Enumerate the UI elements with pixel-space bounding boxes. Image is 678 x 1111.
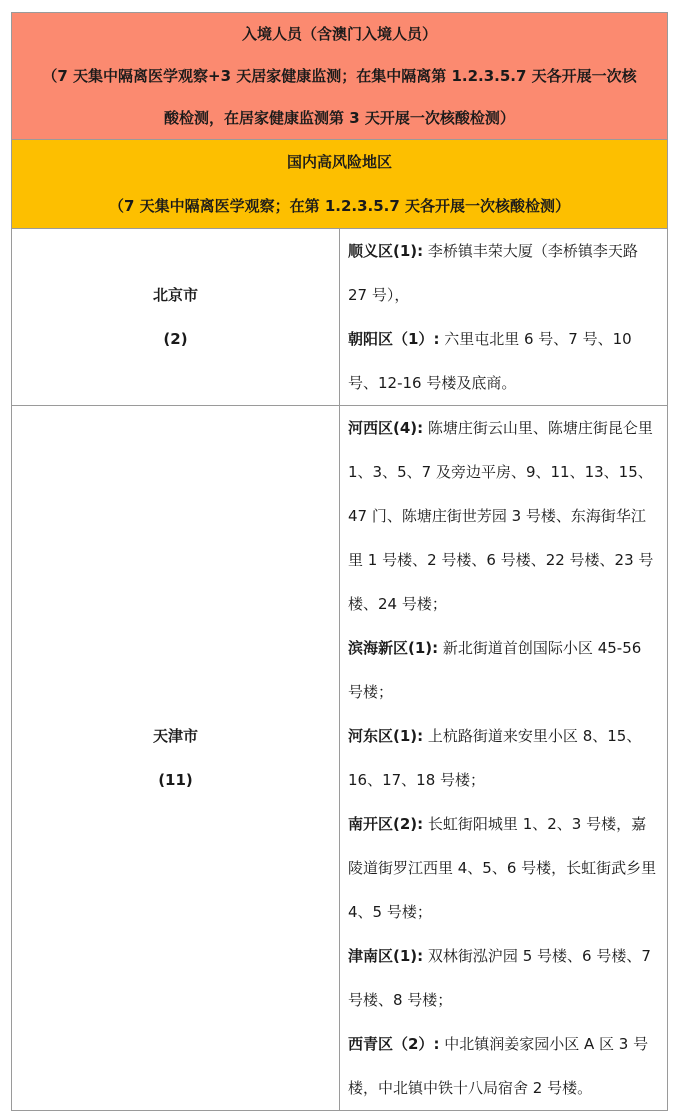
district-detail: 长虹街阳城里 1、2、3 号楼，嘉陵道街罗江西里 4、5、6 号楼，长虹街武乡里 4、5 号楼；: [348, 815, 657, 921]
district-detail: 中北镇润姜家园小区 A 区 3 号楼，中北镇中铁十八局宿舍 2 号楼。: [348, 1035, 649, 1097]
domestic-row: [12, 140, 668, 229]
district-name: 朝阳区（1）:: [348, 330, 440, 348]
district-entry: [348, 626, 659, 714]
district-name: 河西区(4):: [348, 419, 424, 437]
district-entry: [348, 229, 659, 317]
risk-area-table-wrapper: [11, 12, 668, 1111]
district-detail: 李桥镇丰荣大厦（李桥镇李天路 27 号），: [348, 242, 638, 304]
district-entry: [348, 802, 659, 934]
district-entry: [348, 1022, 659, 1110]
district-detail: 上杭路街道来安里小区 8、15、16、17、18 号楼；: [348, 727, 642, 789]
tianjin-district-cell: [340, 406, 668, 1111]
district-name: 顺义区(1):: [348, 242, 424, 260]
beijing-city-name: 北京市: [152, 286, 198, 304]
beijing-count: (2): [163, 330, 188, 348]
district-entry: [348, 406, 659, 626]
district-entry: [348, 317, 659, 405]
district-detail: 双林街泓沪园 5 号楼、6 号楼、7 号楼、8 号楼；: [348, 947, 651, 1009]
district-detail: 六里屯北里 6 号、7 号、10 号、12-16 号楼及底商。: [348, 330, 632, 392]
district-name: 滨海新区(1):: [348, 639, 439, 657]
tianjin-city-name: 天津市: [152, 727, 198, 745]
district-detail: 陈塘庄街云山里、陈塘庄街昆仑里 1、3、5、7 及旁边平房、9、11、13、15、47 门、陈塘庄街世芳园 3 号楼、东海街华江里 1 号楼、2 号楼、6 号楼、22 号楼、23 号楼、24 号楼；: [348, 419, 654, 613]
tianjin-row: [12, 406, 668, 1111]
inbound-title: 入境人员（含澳门入境人员）: [241, 25, 437, 43]
district-name: 河东区(1):: [348, 727, 424, 745]
district-detail: 新北街道首创国际小区 45-56 号楼；: [348, 639, 642, 701]
domestic-title: 国内高风险地区: [286, 153, 392, 171]
inbound-rule-line-1: （7 天集中隔离医学观察+3 天居家健康监测；在集中隔离第 1.2.3.5.7 天各开展一次核: [42, 67, 637, 85]
district-name: 西青区（2）:: [348, 1035, 440, 1053]
district-name: 津南区(1):: [348, 947, 424, 965]
tianjin-count: (11): [158, 771, 193, 789]
beijing-row: [12, 229, 668, 406]
inbound-rule-line-2: 酸检测，在居家健康监测第 3 天开展一次核酸检测）: [164, 109, 515, 127]
inbound-header-cell: [12, 13, 668, 140]
risk-area-table: [11, 12, 668, 1111]
district-entry: [348, 714, 659, 802]
domestic-header-cell: [12, 140, 668, 229]
beijing-city-cell: [12, 229, 340, 406]
district-entry: [348, 934, 659, 1022]
district-name: 南开区(2):: [348, 815, 424, 833]
tianjin-city-cell: [12, 406, 340, 1111]
domestic-rule-note: （7 天集中隔离医学观察；在第 1.2.3.5.7 天各开展一次核酸检测）: [108, 197, 571, 215]
beijing-district-cell: [340, 229, 668, 406]
inbound-row: [12, 13, 668, 140]
